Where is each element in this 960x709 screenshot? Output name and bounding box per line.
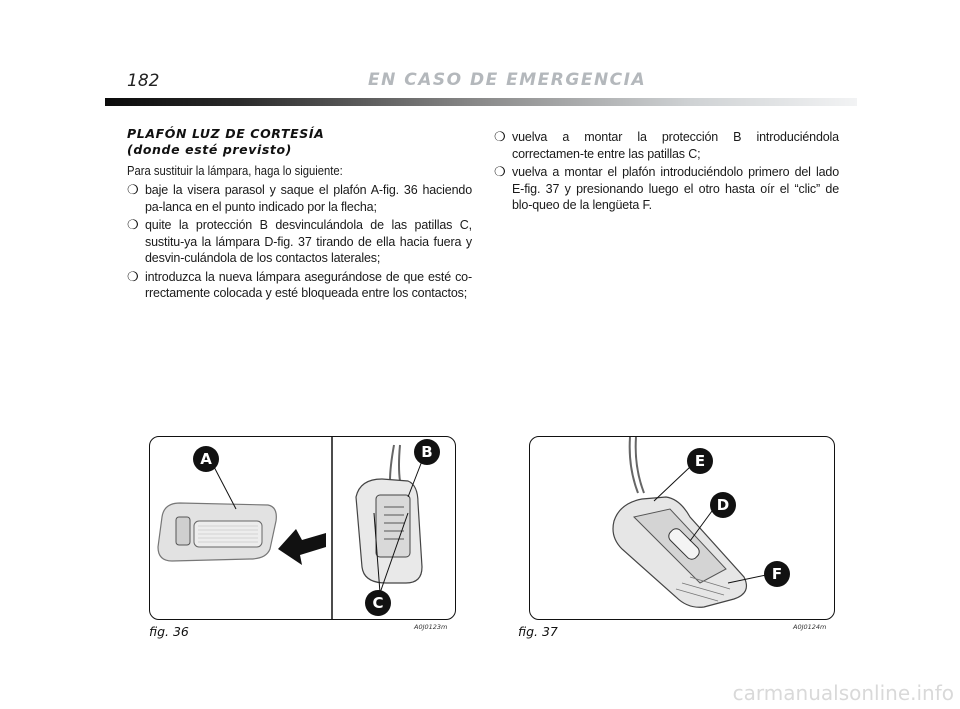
label-b-marker: B — [414, 439, 440, 465]
bullet-circle-icon: ❍ — [494, 164, 506, 179]
figure-37 — [529, 436, 835, 620]
bullet-circle-icon: ❍ — [127, 268, 139, 284]
list-item — [127, 217, 472, 267]
page-number: 182 — [127, 71, 160, 91]
watermark: carmanualsonline.info — [732, 681, 954, 705]
label-a-marker: A — [193, 446, 219, 472]
figure-37-caption: fig. 37 — [518, 624, 558, 639]
label-f-marker: F — [764, 561, 790, 587]
list-item — [127, 182, 472, 215]
bullet-circle-icon: ❍ — [127, 182, 139, 197]
left-bullet-list — [127, 182, 472, 302]
bullet-circle-icon: ❍ — [127, 217, 139, 232]
label-c-marker: C — [365, 590, 391, 616]
figure-36 — [149, 436, 456, 620]
list-item-text: baje la visera parasol y saque el plafón A-fig. 36 haciendo pa-lanca en el punto indicado por la flecha; — [145, 183, 472, 214]
list-item-text: vuelva a montar la protección B introduciéndola correctamen-te entre las patillas C; — [512, 130, 839, 161]
list-item-text: quite la protección B desvinculándola de las patillas C, sustitu-ya la lámpara D-fig. 37 tirando de ella hacia fuera y desvin-culándola de los contactos laterales; — [145, 218, 472, 265]
list-item — [494, 164, 839, 214]
figure-36-code: A0J0123m — [414, 623, 448, 631]
list-item — [494, 129, 839, 162]
right-column — [494, 127, 839, 216]
left-column — [127, 126, 472, 304]
section-title: EN CASO DE EMERGENCIA — [368, 70, 647, 90]
list-item — [127, 269, 472, 302]
label-d-marker: D — [710, 492, 736, 518]
heading-line-1: PLAFÓN LUZ DE CORTESÍA — [127, 126, 325, 141]
figure-36-caption: fig. 36 — [149, 624, 189, 639]
list-item-text: introduzca la nueva lámpara asegurándose de que esté co-rrectamente colocada y esté bloqueada entre los contactos; — [145, 269, 472, 300]
label-e-marker: E — [687, 448, 713, 474]
bullet-circle-icon: ❍ — [494, 129, 506, 144]
figure-37-code: A0J0124m — [793, 623, 827, 631]
figure-37-illustration — [530, 437, 834, 619]
intro-text: Para sustituir la lámpara, haga lo siguiente: — [127, 164, 343, 178]
section-heading — [127, 126, 472, 158]
heading-line-2: (donde esté previsto) — [127, 142, 292, 157]
right-bullet-list — [494, 129, 839, 214]
list-item-text: vuelva a montar el plafón introduciéndolo primero del lado E-fig. 37 y presionando luego el otro hasta oír el “clic” de blo-queo de la lengüeta F. — [512, 165, 839, 212]
header-bar — [105, 98, 857, 106]
